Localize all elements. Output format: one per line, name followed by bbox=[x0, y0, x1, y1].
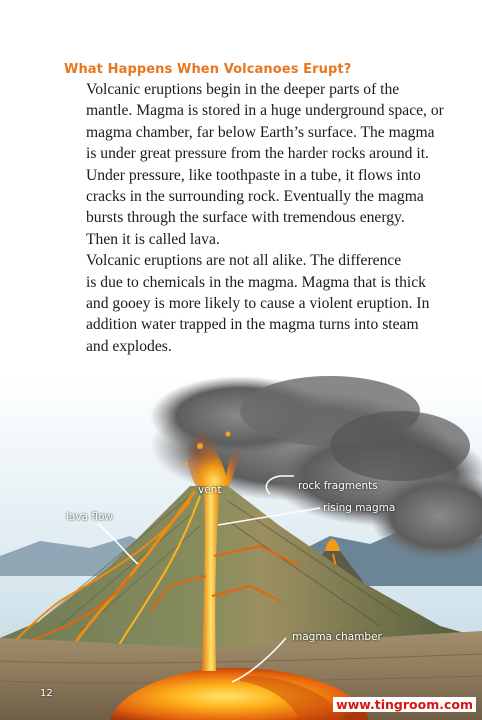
text-line: mantle. Magma is stored in a huge underground space, or bbox=[86, 102, 444, 120]
paragraph-2 bbox=[64, 250, 430, 357]
vent-label: vent bbox=[198, 484, 222, 496]
text-line: cracks in the surrounding rock. Eventually the magma bbox=[86, 188, 424, 206]
text-line: and explodes. bbox=[86, 337, 172, 355]
volcano-illustration bbox=[0, 376, 482, 720]
rising-magma-label: rising magma bbox=[323, 502, 396, 514]
text-line: is under great pressure from the harder rocks around it. bbox=[86, 145, 429, 163]
text-line: Then it is called lava. bbox=[86, 230, 220, 248]
paragraph-1 bbox=[64, 79, 444, 250]
text-line: addition water trapped in the magma turns into steam bbox=[86, 316, 419, 334]
text-line: and gooey is more likely to cause a violent eruption. In bbox=[86, 295, 430, 313]
rock-fragments-label: rock fragments bbox=[298, 480, 378, 492]
text-line: magma chamber, far below Earth’s surface. The magma bbox=[86, 123, 435, 141]
text-line: Under pressure, like toothpaste in a tube, it flows into bbox=[86, 166, 421, 184]
text-line: Volcanic eruptions begin in the deeper parts of the bbox=[86, 81, 400, 98]
text-line: bursts through the surface with tremendous energy. bbox=[86, 209, 405, 227]
volcano-cross-section-drawing bbox=[0, 376, 482, 720]
body-text bbox=[64, 79, 444, 357]
magma-chamber-label: magma chamber bbox=[292, 631, 382, 643]
text-line: is due to chemicals in the magma. Magma that is thick bbox=[86, 273, 426, 291]
lava-flow-label: lava flow bbox=[66, 511, 113, 523]
watermark-link[interactable]: www.tingroom.com bbox=[333, 697, 476, 712]
text-line: Volcanic eruptions are not all alike. The difference bbox=[86, 252, 402, 270]
page-number: 12 bbox=[40, 688, 53, 699]
section-heading: What Happens When Volcanoes Erupt? bbox=[64, 62, 352, 77]
